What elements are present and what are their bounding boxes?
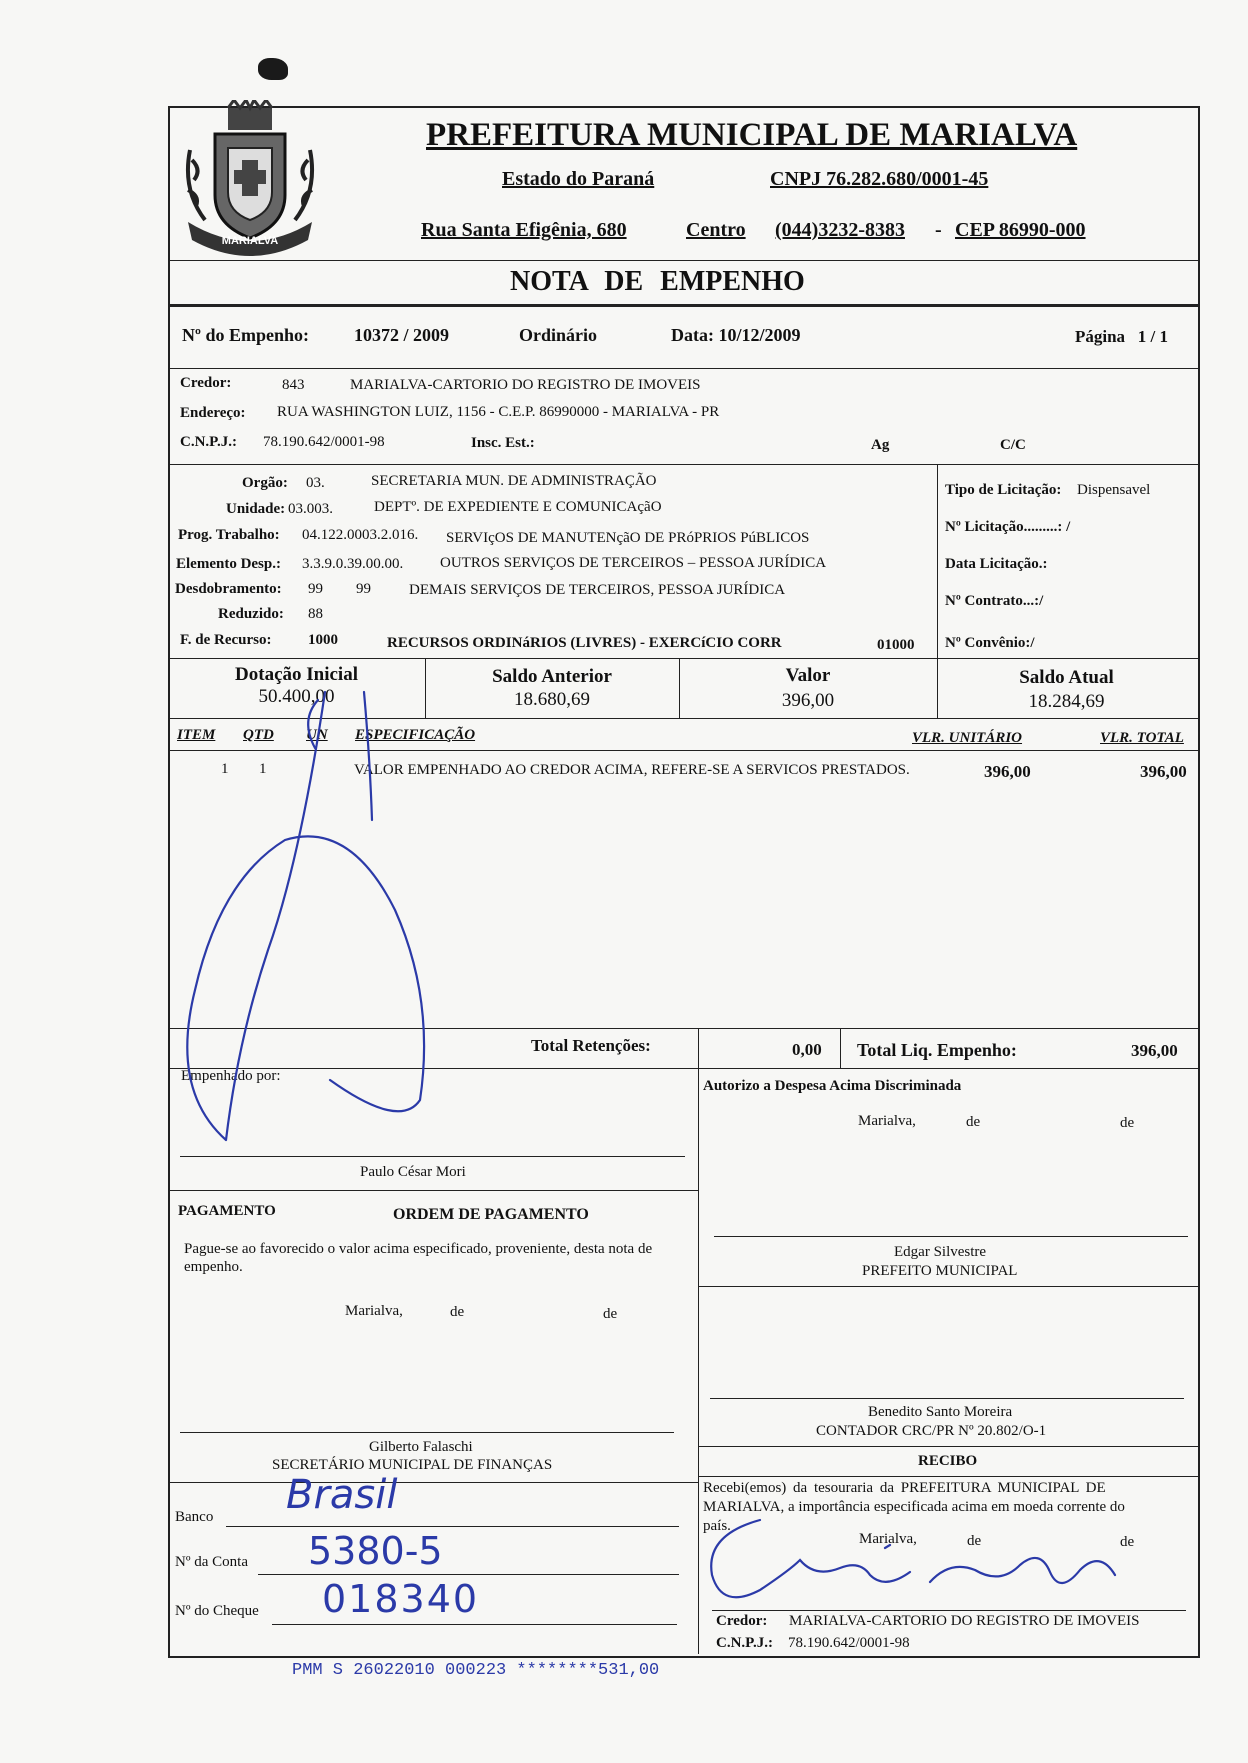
col-header-especificacao: ESPECIFICAÇÃO: [355, 727, 476, 743]
desdobramento-name: DEMAIS SERVIÇOS DE TERCEIROS, PESSOA JURÍDICA: [409, 582, 786, 598]
ordem-pagamento-label: ORDEM DE PAGAMENTO: [393, 1206, 589, 1223]
elemento-name: OUTROS SERVIÇOS DE TERCEIROS – PESSOA JURÍDICA: [440, 555, 827, 571]
elemento-label: Elemento Desp.:: [176, 556, 281, 572]
recibo-text-3: país.: [703, 1518, 731, 1534]
elemento-code: 3.3.9.0.39.00.00.: [302, 556, 404, 572]
secretario-name: Gilberto Falaschi: [369, 1439, 473, 1455]
row-vlr-unitario: 396,00: [984, 762, 1031, 781]
unidade-label: Unidade:: [226, 501, 286, 517]
credor-code: 843: [282, 377, 305, 393]
desdobramento-code1: 99: [308, 581, 323, 597]
tipo-licitacao-label: Tipo de Licitação:: [945, 482, 1062, 498]
total-retencoes-value: 0,00: [792, 1040, 822, 1059]
recibo-title: RECIBO: [918, 1453, 978, 1469]
header-phone: (044)3232-8383: [775, 219, 905, 241]
cc-label: C/C: [1000, 437, 1026, 453]
recurso-code: 1000: [308, 632, 338, 648]
saldo-atual-label: Saldo Atual: [1019, 667, 1114, 688]
endereco-value: RUA WASHINGTON LUIZ, 1156 - C.E.P. 86990000 - MARIALVA - PR: [277, 404, 720, 420]
conta-label: Nº da Conta: [175, 1554, 248, 1570]
cnpj-value: 78.190.642/0001-98: [263, 434, 385, 450]
orgao-label: Orgão:: [242, 475, 288, 491]
state-name: Estado do Paraná: [502, 168, 655, 190]
tipo-licitacao-value: Dispensavel: [1077, 482, 1151, 498]
data-licitacao: Data Licitação.:: [945, 556, 1048, 572]
valor-label: Valor: [785, 665, 831, 686]
reduzido-label: Reduzido:: [218, 606, 284, 622]
col-header-vlr-total: VLR. TOTAL: [1100, 730, 1184, 746]
banco-handwritten: Brasil: [286, 1472, 398, 1518]
prog-name: SERVIçOS DE MANUTENçãO DE PRóPRIOS PúBLICOS: [446, 530, 810, 546]
pagamento-de1: de: [450, 1304, 465, 1320]
contador-name: Benedito Santo Moreira: [868, 1404, 1013, 1420]
recibo-de1: de: [967, 1533, 982, 1549]
credor-name: MARIALVA-CARTORIO DO REGISTRO DE IMOVEIS: [350, 377, 701, 393]
unidade-code: 03.003.: [288, 501, 333, 517]
numero-convenio: Nº Convênio:/: [945, 635, 1035, 651]
payment-stamp: PMM S 26022010 000223 ********531,00: [292, 1661, 660, 1680]
prog-code: 04.122.0003.2.016.: [302, 527, 419, 543]
orgao-code: 03.: [306, 475, 325, 491]
recurso-number: 01000: [877, 637, 915, 653]
col-header-vlr-unitario: VLR. UNITÁRIO: [912, 730, 1023, 746]
recibo-text-1: Recebi(emos) da tesouraria da PREFEITURA MUNICIPAL DE: [703, 1480, 1106, 1496]
saldo-anterior-value: 18.680,69: [514, 689, 590, 710]
numero-contrato: Nº Contrato...:/: [945, 593, 1044, 609]
recibo-cnpj-value: 78.190.642/0001-98: [788, 1635, 910, 1651]
municipality-title: PREFEITURA MUNICIPAL DE MARIALVA: [426, 117, 1078, 153]
empenho-number-label: Nº do Empenho:: [182, 325, 309, 345]
pagamento-label: PAGAMENTO: [178, 1203, 276, 1219]
punch-hole-mark: [258, 58, 288, 80]
pagamento-place: Marialva,: [345, 1303, 403, 1319]
conta-handwritten: 5380-5: [308, 1529, 443, 1573]
empenho-number: 10372 / 2009: [354, 325, 450, 345]
prefeito-name: Edgar Silvestre: [894, 1244, 987, 1260]
orgao-name: SECRETARIA MUN. DE ADMINISTRAÇÃO: [371, 473, 657, 489]
recibo-credor-label: Credor:: [716, 1613, 768, 1629]
pagamento-de2: de: [603, 1306, 618, 1322]
total-liquido-label: Total Liq. Empenho:: [857, 1040, 1017, 1060]
reduzido-value: 88: [308, 606, 323, 622]
total-retencoes-label: Total Retenções:: [531, 1036, 651, 1055]
col-header-qtd: QTD: [243, 727, 274, 743]
col-header-item: ITEM: [177, 727, 216, 743]
header-cep: CEP 86990-000: [955, 219, 1086, 241]
recibo-place: Marialva,: [859, 1531, 917, 1547]
row-qtd: 1: [259, 761, 267, 777]
recibo-cnpj-label: C.N.P.J.:: [716, 1635, 773, 1651]
document-title: NOTA DE EMPENHO: [510, 266, 805, 297]
credor-label: Credor:: [180, 375, 232, 391]
empenho-page: Página 1 / 1: [1075, 327, 1169, 346]
header-district: Centro: [686, 219, 746, 241]
empenho-type: Ordinário: [519, 325, 598, 345]
cheque-handwritten: 018340: [322, 1577, 480, 1621]
autorizo-de2: de: [1120, 1115, 1135, 1131]
crest-ribbon-text: MARIALVA: [221, 235, 279, 247]
ag-label: Ag: [871, 437, 890, 453]
valor-value: 396,00: [781, 690, 835, 711]
col-header-un: UN: [306, 727, 328, 743]
row-vlr-total: 396,00: [1140, 762, 1187, 781]
autorizo-label: Autorizo a Despesa Acima Discriminada: [703, 1078, 962, 1094]
row-item: 1: [221, 761, 229, 777]
header-dash: -: [935, 219, 942, 241]
numero-licitacao: Nº Licitação.........: /: [945, 519, 1071, 535]
cnpj-label: C.N.P.J.:: [180, 434, 237, 450]
header-cnpj: CNPJ 76.282.680/0001-45: [770, 168, 989, 190]
desdobramento-code2: 99: [356, 581, 371, 597]
total-liquido-value: 396,00: [1131, 1041, 1178, 1060]
dotacao-label: Dotação Inicial: [235, 664, 358, 685]
saldo-anterior-label: Saldo Anterior: [492, 666, 612, 687]
desdobramento-label: Desdobramento:: [175, 581, 282, 597]
insc-est-label: Insc. Est.:: [471, 435, 535, 451]
dotacao-value: 50.400,00: [258, 686, 335, 707]
autorizo-place: Marialva,: [858, 1113, 916, 1129]
empenhado-label: Empenhado por:: [181, 1068, 281, 1084]
saldo-atual-value: 18.284,69: [1028, 691, 1105, 712]
prog-label: Prog. Trabalho:: [178, 527, 280, 543]
contador-title: CONTADOR CRC/PR Nº 20.802/O-1: [816, 1423, 1047, 1439]
recibo-credor-name: MARIALVA-CARTORIO DO REGISTRO DE IMOVEIS: [789, 1613, 1140, 1629]
autorizo-de1: de: [966, 1114, 981, 1130]
banco-label: Banco: [175, 1509, 214, 1525]
secretario-title: SECRETÁRIO MUNICIPAL DE FINANÇAS: [272, 1457, 553, 1473]
recurso-name: RECURSOS ORDINáRIOS (LIVRES) - EXERCíCIO CORR: [387, 635, 782, 651]
header-address: Rua Santa Efigênia, 680: [421, 219, 627, 241]
cheque-label: Nº do Cheque: [175, 1603, 259, 1619]
unidade-name: DEPTº. DE EXPEDIENTE E COMUNICAçãO: [374, 499, 662, 515]
recibo-text-2: MARIALVA, a importância especificada acima em moeda corrente do: [703, 1499, 1125, 1515]
recibo-de2: de: [1120, 1534, 1135, 1550]
empenho-date: Data: 10/12/2009: [671, 325, 801, 345]
pagamento-text: Pague-se ao favorecido o valor acima especificado, proveniente, desta nota de empenho.: [184, 1241, 653, 1275]
row-especificacao: VALOR EMPENHADO AO CREDOR ACIMA, REFERE-SE A SERVICOS PRESTADOS.: [354, 762, 910, 778]
recurso-label: F. de Recurso:: [180, 632, 272, 648]
endereco-label: Endereço:: [180, 405, 246, 421]
prefeito-title: PREFEITO MUNICIPAL: [862, 1263, 1018, 1279]
empenhado-signer: Paulo César Mori: [360, 1164, 466, 1180]
